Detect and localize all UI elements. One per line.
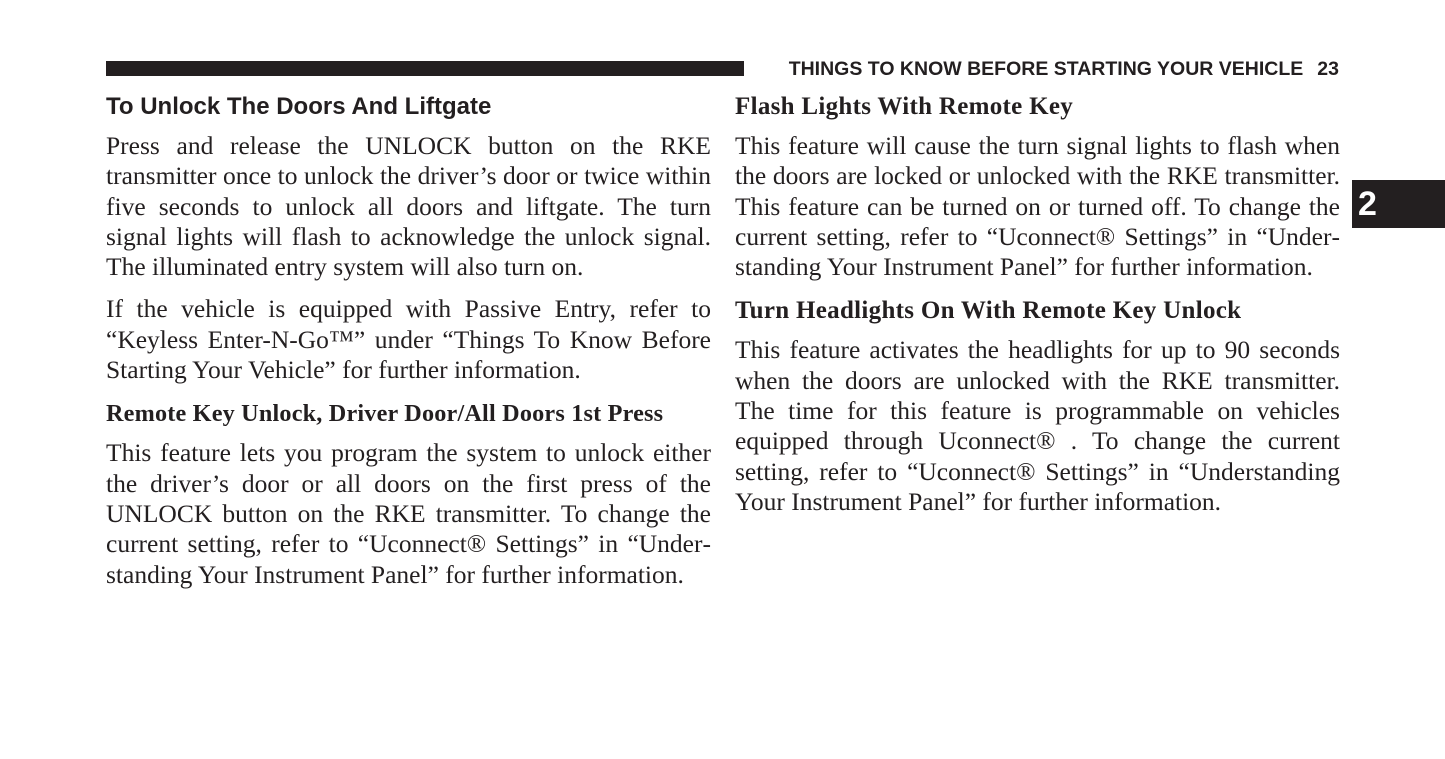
paragraph-unlock-doors: Press and release the UNLOCK button on the RKE transmitter once to unlock the driver’s door or twice within five seconds to unlock all doors and liftgate. The turn signal lights will flash to acknowledge the unlock signal. The illuminated entry system will also turn on. <box>106 131 711 282</box>
page-number: 23 <box>1317 58 1339 80</box>
paragraph-flash-lights: This feature will cause the turn signal lights to flash when the doors are locked or unlocked with the RKE transmitter. This feature can be turned on or turned off. To change the current setting, refer to “Uconnect® Settings” in “Understanding Your Instrument Panel” for further information. <box>735 131 1340 282</box>
running-head-title: THINGS TO KNOW BEFORE STARTING YOUR VEHICLE <box>788 58 1304 80</box>
left-column <box>106 90 711 602</box>
subheading-remote-key-unlock: Remote Key Unlock, Driver Door/All Doors 1st Press <box>106 400 664 428</box>
subheading-headlights: Turn Headlights On With Remote Key Unlock <box>735 297 1242 325</box>
right-column <box>735 90 1340 529</box>
section-heading-unlock-doors: To Unlock The Doors And Liftgate <box>106 93 492 120</box>
paragraph-passive-entry: If the vehicle is equipped with Passive Entry, refer to “Keyless Enter-N-Go™” under “Things To Know Before Starting Your Vehicle” for further information. <box>106 294 711 385</box>
paragraph-remote-key-unlock: This feature lets you program the system to unlock either the driver’s door or all doors on the first press of the UNLOCK button on the RKE transmitter. To change the current setting, refer to “Uconnect® Settings” in “Understanding Your Instrument Panel” for further information. <box>106 438 711 589</box>
chapter-tab: 2 <box>1352 180 1445 228</box>
running-head <box>789 58 1339 80</box>
paragraph-headlights: This feature activates the headlights for up to 90 seconds when the doors are unlocked with the RKE transmitter. The time for this feature is programmable on vehicles equipped through Uconnect® . To change the current setting, refer to “Uconnect® Settings” in “Understanding Your Instrument Panel” for further information. <box>735 335 1340 516</box>
header-rule <box>106 61 744 76</box>
subheading-flash-lights: Flash Lights With Remote Key <box>735 93 1074 120</box>
